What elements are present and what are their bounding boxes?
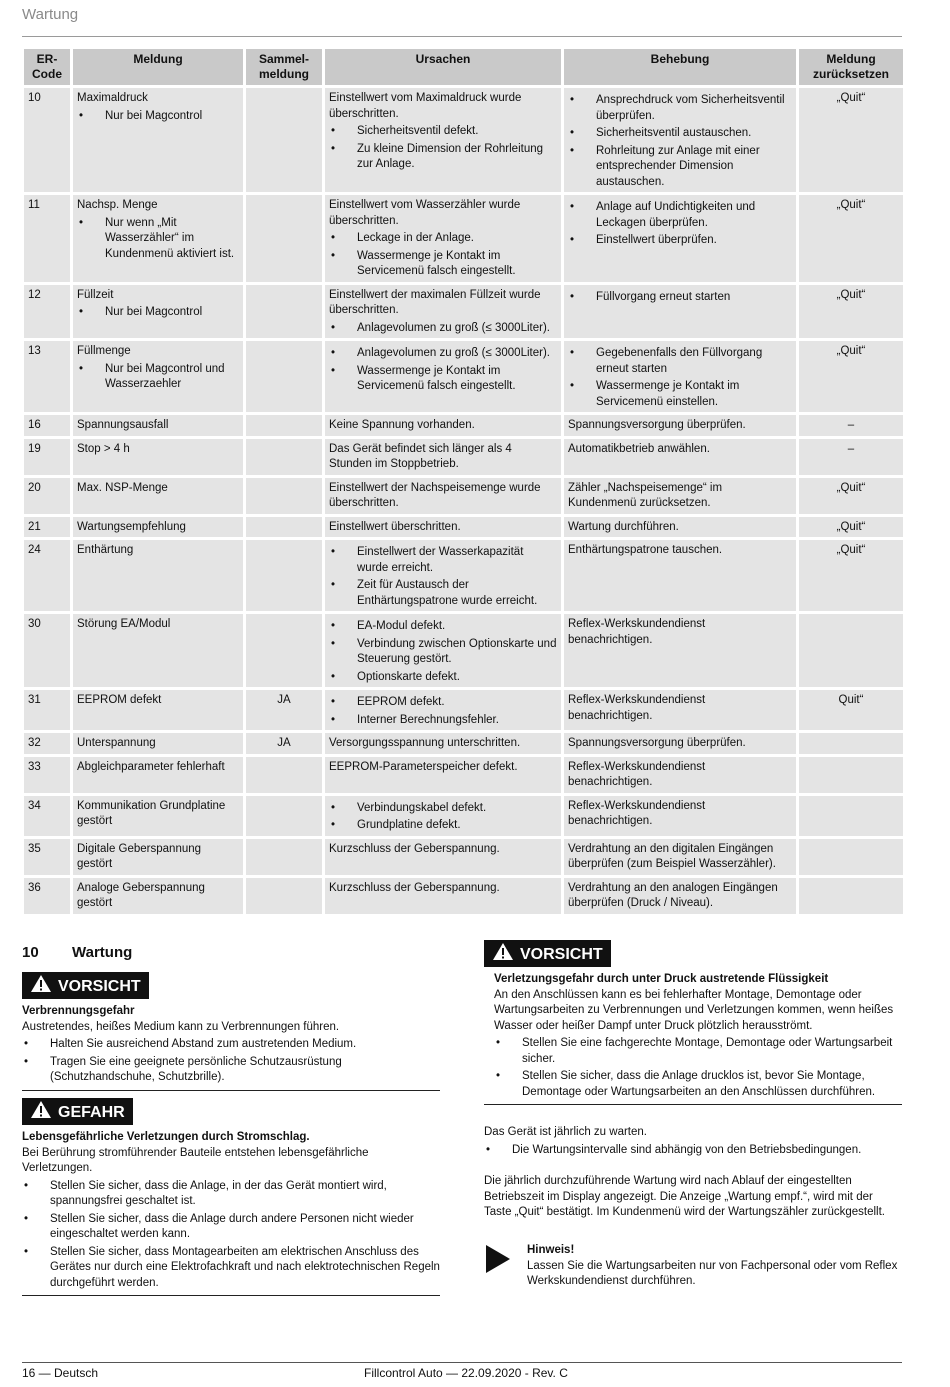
cell-reset [799, 757, 903, 793]
cell-behebung-text: Verdrahtung an den analogen Eingängen überprüfen (Druck / Niveau). [568, 881, 778, 909]
bullet-item: • EA-Modul defekt. [329, 619, 557, 635]
cell-reset-text: „Quit“ [836, 481, 866, 494]
cell-bullets [568, 200, 792, 249]
cell-ursachen-text: Versorgungsspannung unterschritten. [329, 737, 521, 749]
cell-bullets [568, 290, 792, 306]
cell-meldung [73, 88, 243, 192]
cell-meldung-text: EEPROM defekt [77, 694, 162, 706]
danger-badge: GEFAHR [22, 1098, 133, 1125]
table-row [24, 540, 903, 611]
warning-title: Lebensgefährliche Verletzungen durch Stromschlag. [22, 1131, 310, 1143]
cell-code-text: 11 [28, 199, 40, 211]
cell-meldung-text: Füllzeit [77, 288, 114, 301]
cell-behebung [564, 540, 796, 611]
warning-title: Verletzungsgefahr durch unter Druck austretende Flüssigkeit [494, 973, 829, 985]
bullet-item: • Anlagevolumen zu groß (≤ 3000Liter). [329, 321, 557, 337]
cell-code [24, 839, 70, 875]
bullet-item: • Sicherheitsventil austauschen. [568, 126, 792, 142]
arrow-right-icon [486, 1245, 510, 1273]
cell-ursachen [325, 757, 561, 793]
table-row [24, 341, 903, 412]
cell-meldung [73, 690, 243, 730]
cell-reset [799, 439, 903, 475]
cell-behebung [564, 878, 796, 914]
cell-code-text: 30 [28, 618, 41, 630]
cell-sammel [246, 540, 322, 611]
cell-meldung [73, 796, 243, 836]
bullet-item: • Halten Sie ausreichend Abstand zum austretenden Medium. [22, 1037, 440, 1053]
table-row [24, 439, 903, 475]
bullet-item: • Stellen Sie sicher, dass Montagearbeiten am elektrischen Anschluss des Gerätes nur durch eine Elektrofachkraft und nach elektrotechnischen Regeln durchgeführt werden. [22, 1245, 440, 1292]
cell-behebung [564, 88, 796, 192]
bullet-item: • Einstellwert überprüfen. [568, 233, 792, 249]
cell-meldung-text: Kommunikation Grundplatine gestört [77, 799, 226, 827]
cell-bullets [568, 346, 792, 410]
table-row [24, 614, 903, 687]
cell-bullets [568, 93, 792, 190]
section-title: Wartung [72, 944, 133, 961]
cell-sammel [246, 733, 322, 754]
cell-reset [799, 733, 903, 754]
cell-meldung-text: Analoge Geberspannung gestört [77, 881, 205, 909]
cell-code-text: 13 [28, 345, 41, 357]
caution-badge: VORSICHT [22, 972, 149, 999]
cell-code [24, 439, 70, 475]
caution-badge: VORSICHT [484, 940, 611, 967]
table-header-row [24, 49, 903, 85]
cell-ursachen [325, 195, 561, 282]
cell-sammel [246, 415, 322, 436]
cell-ursachen [325, 690, 561, 730]
cell-meldung-text: Abgleichparameter fehlerhaft [77, 760, 225, 773]
cell-ursachen [325, 839, 561, 875]
cell-behebung-text: Wartung durchführen. [568, 520, 679, 533]
cell-behebung [564, 341, 796, 412]
table-row [24, 195, 903, 282]
cell-ursachen [325, 88, 561, 192]
cell-reset [799, 341, 903, 412]
cell-meldung [73, 341, 243, 412]
cell-behebung [564, 195, 796, 282]
cell-sammel [246, 195, 322, 282]
cell-sammel [246, 478, 322, 514]
cell-meldung-text: Nachsp. Menge [77, 199, 158, 211]
cell-sammel [246, 614, 322, 687]
cell-meldung [73, 285, 243, 339]
cell-meldung [73, 478, 243, 514]
cell-code-text: 35 [28, 842, 41, 855]
bullet-item: • Nur bei Magcontrol und Wasserzaehler [77, 362, 239, 393]
header-divider [22, 36, 902, 37]
cell-meldung-text: Stop > 4 h [77, 442, 130, 455]
cell-ursachen-text: Einstellwert vom Wasserzähler wurde überschritten. [329, 199, 521, 227]
cell-ursachen [325, 415, 561, 436]
bullet-item: • Die Wartungsintervalle sind abhängig von den Betriebsbedingungen. [484, 1143, 902, 1159]
bullet-item: • Anlage auf Undichtigkeiten und Leckagen überprüfen. [568, 200, 792, 231]
cell-meldung-text: Wartungsempfehlung [77, 520, 186, 533]
cell-bullets [77, 305, 239, 321]
cell-sammel [246, 341, 322, 412]
cell-reset-text: „Quit“ [836, 345, 866, 357]
cell-bullets [329, 695, 557, 728]
cell-code-text: 34 [28, 799, 41, 812]
bullet-item: • Leckage in der Anlage. [329, 231, 557, 247]
cell-code-text: 19 [28, 442, 41, 455]
col-header-code: ER- Code [24, 49, 70, 85]
bullet-item: • Wassermenge je Kontakt im Servicemenü einstellen. [568, 379, 792, 410]
bullet-item: • Verbindung zwischen Optionskarte und Steuerung gestört. [329, 637, 557, 668]
running-header: Wartung [22, 6, 79, 23]
table-row [24, 733, 903, 754]
cell-behebung-text: Reflex-Werkskundendienst benachrichtigen. [568, 799, 706, 827]
cell-bullets [329, 545, 557, 609]
cell-ursachen-text: Kurzschluss der Geberspannung. [329, 842, 500, 855]
bullet-item: • Nur wenn „Mit Wasserzähler“ im Kundenmenü aktiviert ist. [77, 216, 239, 263]
cell-bullets [329, 231, 557, 280]
cell-sammel [246, 690, 322, 730]
cell-bullets [77, 109, 239, 125]
bullet-item: • Zu kleine Dimension der Rohrleitung zur Anlage. [329, 142, 557, 173]
cell-bullets [77, 216, 239, 263]
bullet-item: • Verbindungskabel defekt. [329, 801, 557, 817]
col-header-sammel: Sammel- meldung [246, 49, 322, 85]
warning-caution-burn [22, 972, 440, 1091]
table-row [24, 478, 903, 514]
cell-behebung-text: Zähler „Nachspeisemenge“ im Kundenmenü zurücksetzen. [568, 481, 723, 509]
cell-code [24, 733, 70, 754]
cell-ursachen [325, 478, 561, 514]
cell-reset [799, 614, 903, 687]
cell-meldung [73, 839, 243, 875]
cell-behebung-text: Reflex-Werkskundendienst benachrichtigen. [568, 760, 706, 788]
hint-text: Lassen Sie die Wartungsarbeiten nur von Fachpersonal oder vom Reflex Werkskundendienst durchführen. [527, 1259, 898, 1287]
cell-ursachen [325, 614, 561, 687]
table-row [24, 796, 903, 836]
warning-caution-pressure [484, 940, 902, 1105]
cell-behebung [564, 478, 796, 514]
hint-box [484, 1243, 904, 1290]
warning-bullets [22, 1037, 440, 1086]
cell-behebung [564, 796, 796, 836]
cell-code-text: 12 [28, 288, 41, 301]
cell-ursachen [325, 341, 561, 412]
bullet-item: • Optionskarte defekt. [329, 670, 557, 686]
cell-code-text: 10 [28, 92, 41, 104]
cell-reset [799, 195, 903, 282]
table-row [24, 517, 903, 538]
cell-behebung [564, 517, 796, 538]
cell-sammel [246, 796, 322, 836]
cell-meldung [73, 439, 243, 475]
body-paragraph-2: Die jährlich durchzuführende Wartung wird nach Ablauf der eingestellten Betriebszeit im Display angezeigt. Die Anzeige „Wartung empf.“, wird mit der Taste „Quit“ bestätigt. Im Kundenmenü wird der Wartungszähler zurückgestellt. [484, 1175, 885, 1218]
cell-reset-text: „Quit“ [836, 92, 866, 104]
cell-meldung [73, 614, 243, 687]
cell-sammel [246, 285, 322, 339]
cell-reset [799, 415, 903, 436]
cell-ursachen-text: Einstellwert vom Maximaldruck wurde überschritten. [329, 92, 522, 120]
cell-code [24, 690, 70, 730]
cell-code [24, 415, 70, 436]
warning-triangle-icon [30, 974, 52, 993]
cell-code [24, 796, 70, 836]
cell-ursachen-text: Das Gerät befindet sich länger als 4 Stunden im Stoppbetrieb. [329, 442, 512, 470]
bullet-item: • Stellen Sie sicher, dass die Anlage drucklos ist, bevor Sie Montage, Demontage oder Wartungsarbeiten an den Anschlüssen durchführen. [494, 1069, 902, 1100]
warning-triangle-icon [30, 1100, 52, 1119]
col-header-ursachen: Ursachen [325, 49, 561, 85]
cell-sammel [246, 517, 322, 538]
table-row [24, 415, 903, 436]
section-heading [22, 944, 132, 961]
warning-divider [484, 1104, 902, 1105]
cell-sammel [246, 439, 322, 475]
cell-ursachen [325, 796, 561, 836]
warning-divider [22, 1090, 440, 1091]
bullet-item: • Stellen Sie eine fachgerechte Montage, Demontage oder Wartungsarbeit sicher. [494, 1036, 902, 1067]
cell-ursachen [325, 285, 561, 339]
col-header-reset: Meldung zurücksetzen [799, 49, 903, 85]
cell-meldung-text: Digitale Geberspannung gestört [77, 842, 202, 870]
footer-divider [22, 1362, 902, 1363]
warning-text: Bei Berührung stromführender Bauteile entstehen lebensgefährliche Verletzungen. [22, 1146, 369, 1174]
cell-ursachen [325, 517, 561, 538]
cell-code-text: 31 [28, 694, 41, 706]
bullet-item: • Stellen Sie sicher, dass die Anlage, in der das Gerät montiert wird, spannungsfrei geschaltet ist. [22, 1179, 440, 1210]
cell-behebung-text: Reflex-Werkskundendienst benachrichtigen. [568, 618, 706, 646]
cell-meldung [73, 733, 243, 754]
cell-meldung-text: Füllmenge [77, 345, 131, 357]
col-header-behebung: Behebung [564, 49, 796, 85]
cell-reset [799, 690, 903, 730]
cell-reset [799, 878, 903, 914]
cell-sammel-text: JA [277, 694, 291, 706]
cell-behebung-text: Verdrahtung an den digitalen Eingängen überprüfen (zum Beispiel Wasserzähler). [568, 842, 776, 870]
bullet-item: • Nur bei Magcontrol [77, 109, 239, 125]
section-number: 10 [22, 944, 39, 961]
cell-meldung [73, 517, 243, 538]
cell-ursachen [325, 439, 561, 475]
cell-ursachen-text: Einstellwert überschritten. [329, 520, 461, 533]
bullet-item: • Wassermenge je Kontakt im Servicemenü falsch eingestellt. [329, 249, 557, 280]
warning-bullets [22, 1179, 440, 1292]
cell-code [24, 285, 70, 339]
cell-bullets [77, 362, 239, 393]
table-row [24, 878, 903, 914]
bullet-item: • Grundplatine defekt. [329, 818, 557, 834]
cell-meldung [73, 540, 243, 611]
bullet-item: • Nur bei Magcontrol [77, 305, 239, 321]
cell-code [24, 88, 70, 192]
warning-triangle-icon [492, 942, 514, 961]
warning-text: An den Anschlüssen kann es bei fehlerhafter Montage, Demontage oder Wartungsarbeiten zu Verbrennungen und Verletzungen kommen, wenn heißes Wasser oder heißer Dampf unter Druck plötzlich herausströmt. [494, 988, 894, 1032]
warning-danger-electric [22, 1098, 440, 1296]
bullet-item: • Sicherheitsventil defekt. [329, 124, 557, 140]
table-row [24, 757, 903, 793]
cell-sammel [246, 757, 322, 793]
cell-behebung [564, 839, 796, 875]
footer-page: 16 — Deutsch [22, 1366, 99, 1380]
cell-reset-text: – [847, 442, 855, 455]
bullet-item: • Stellen Sie sicher, dass die Anlage durch andere Personen nicht wieder eingeschaltet werden kann. [22, 1212, 440, 1243]
cell-ursachen [325, 540, 561, 611]
warning-divider [22, 1295, 440, 1296]
cell-reset [799, 517, 903, 538]
cell-reset [799, 796, 903, 836]
bullet-item: • Gegebenenfalls den Füllvorgang erneut starten [568, 346, 792, 377]
cell-meldung [73, 195, 243, 282]
cell-code [24, 478, 70, 514]
cell-code-text: 24 [28, 544, 41, 556]
cell-reset [799, 285, 903, 339]
cell-meldung [73, 415, 243, 436]
cell-sammel [246, 878, 322, 914]
cell-code [24, 195, 70, 282]
cell-reset-text: Quit“ [838, 694, 864, 706]
cell-code [24, 614, 70, 687]
cell-reset-text: „Quit“ [836, 520, 866, 533]
cell-meldung-text: Maximaldruck [77, 92, 148, 104]
cell-sammel [246, 88, 322, 192]
hint-title: Hinweis! [527, 1244, 575, 1256]
bullet-item: • Wassermenge je Kontakt im Servicemenü falsch eingestellt. [329, 364, 557, 395]
cell-code-text: 20 [28, 481, 41, 494]
cell-ursachen-text: EEPROM-Parameterspeicher defekt. [329, 760, 518, 773]
cell-meldung [73, 757, 243, 793]
warning-text: Austretendes, heißes Medium kann zu Verbrennungen führen. [22, 1020, 340, 1033]
cell-reset [799, 478, 903, 514]
cell-behebung [564, 614, 796, 687]
cell-behebung-text: Enthärtungspatrone tauschen. [568, 544, 723, 556]
cell-bullets [329, 321, 557, 337]
col-header-meldung: Meldung [73, 49, 243, 85]
table-row [24, 839, 903, 875]
cell-code [24, 540, 70, 611]
cell-behebung [564, 757, 796, 793]
cell-meldung-text: Enthärtung [77, 544, 134, 556]
cell-behebung [564, 415, 796, 436]
cell-behebung [564, 285, 796, 339]
cell-reset-text: – [847, 419, 855, 431]
bullet-item: • Tragen Sie eine geeignete persönliche Schutzausrüstung (Schutzhandschuhe, Schutzbrille). [22, 1055, 440, 1086]
cell-behebung-text: Automatikbetrieb anwählen. [568, 442, 710, 455]
cell-behebung-text: Reflex-Werkskundendienst benachrichtigen. [568, 694, 706, 722]
table-row [24, 285, 903, 339]
cell-behebung [564, 733, 796, 754]
cell-code-text: 32 [28, 737, 41, 749]
cell-ursachen-text: Einstellwert der maximalen Füllzeit wurde überschritten. [329, 288, 541, 316]
bullet-item: • Interner Berechnungsfehler. [329, 713, 557, 729]
cell-reset [799, 540, 903, 611]
bullet-item: • Füllvorgang erneut starten [568, 290, 792, 306]
cell-code-text: 16 [28, 419, 41, 431]
warning-title: Verbrennungsgefahr [22, 1005, 135, 1017]
cell-behebung-text: Spannungsversorgung überprüfen. [568, 419, 746, 431]
bullet-item: • Rohrleitung zur Anlage mit einer entsprechender Dimension austauschen. [568, 144, 792, 191]
cell-meldung-text: Störung EA/Modul [77, 618, 171, 630]
cell-reset [799, 88, 903, 192]
cell-bullets [329, 619, 557, 685]
bullet-item: • Einstellwert der Wasserkapazität wurde erreicht. [329, 545, 557, 576]
cell-meldung [73, 878, 243, 914]
cell-meldung-text: Spannungsausfall [77, 419, 169, 431]
cell-ursachen [325, 878, 561, 914]
cell-code-text: 36 [28, 881, 41, 894]
cell-bullets [329, 346, 557, 395]
cell-code [24, 517, 70, 538]
cell-ursachen [325, 733, 561, 754]
body-paragraph-1: Das Gerät ist jährlich zu warten. [484, 1126, 647, 1138]
bullet-item: • Ansprechdruck vom Sicherheitsventil überprüfen. [568, 93, 792, 124]
cell-sammel-text: JA [277, 737, 291, 749]
cell-code [24, 341, 70, 412]
cell-behebung-text: Spannungsversorgung überprüfen. [568, 737, 746, 749]
cell-code-text: 21 [28, 520, 41, 533]
cell-behebung [564, 690, 796, 730]
cell-meldung-text: Max. NSP-Menge [77, 481, 168, 494]
cell-code [24, 878, 70, 914]
cell-ursachen-text: Kurzschluss der Geberspannung. [329, 881, 500, 894]
error-code-table [21, 46, 906, 917]
body-bullets [484, 1143, 902, 1159]
warning-bullets [494, 1036, 902, 1100]
maintenance-body [484, 1125, 902, 1221]
cell-reset [799, 839, 903, 875]
cell-reset-text: „Quit“ [836, 544, 866, 556]
bullet-item: • Zeit für Austausch der Enthärtungspatrone wurde erreicht. [329, 578, 557, 609]
cell-sammel [246, 839, 322, 875]
cell-bullets [329, 801, 557, 834]
cell-behebung [564, 439, 796, 475]
cell-code-text: 33 [28, 760, 41, 773]
cell-reset-text: „Quit“ [836, 288, 866, 301]
cell-code [24, 757, 70, 793]
table-row [24, 88, 903, 192]
cell-ursachen-text: Einstellwert der Nachspeisemenge wurde überschritten. [329, 481, 541, 509]
cell-reset-text: „Quit“ [836, 199, 866, 211]
cell-bullets [329, 124, 557, 173]
table-row [24, 690, 903, 730]
footer-document: Fillcontrol Auto — 22.09.2020 - Rev. C [364, 1366, 568, 1380]
bullet-item: • Anlagevolumen zu groß (≤ 3000Liter). [329, 346, 557, 362]
cell-ursachen-text: Keine Spannung vorhanden. [329, 419, 475, 431]
bullet-item: • EEPROM defekt. [329, 695, 557, 711]
cell-meldung-text: Unterspannung [77, 737, 156, 749]
